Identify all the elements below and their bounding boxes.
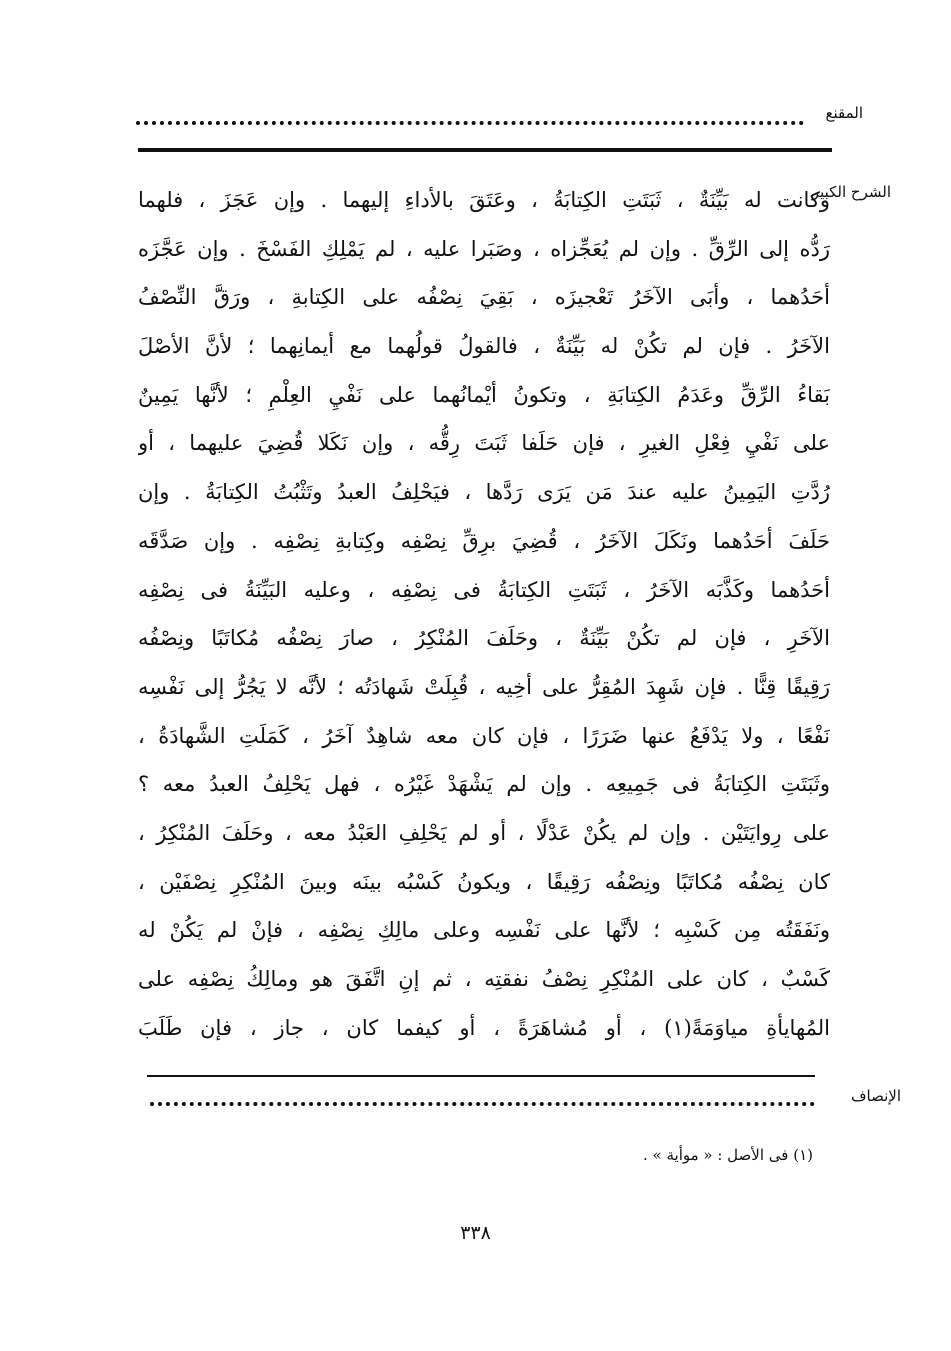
text-line: أحَدُهما ، وأبَى الآخَرُ تَعْجيزَه ، بَقِيَ نِصْفُه على الكِتابةِ ، ورَقَّ النِّصْفُ bbox=[138, 285, 830, 310]
text-line: ونَفَقَتُه مِن كَسْبِه ؛ لأنَّها على نَفْسِه وعلى مالِكِ نِصْفِه ، فإنْ لم يَكُنْ له bbox=[138, 918, 830, 943]
text-line: رُدَّتِ اليَمِينُ عليه عندَ مَن يَرَى رَدَّها ، فيَحْلِفُ العبدُ وتَثْبُتُ الكِتابَةُ . وإن bbox=[138, 480, 830, 505]
page-number: ٣٣٨ bbox=[460, 1222, 491, 1244]
text-line: كَسْبٌ ، كان على المُنْكِرِ نِصْفُ نفقتِه ، ثم إنِ اتَّفَقَ هو ومالِكُ نِصْفِه على bbox=[138, 967, 830, 991]
text-line: رَقِيقًا قِنًّا . فإن شَهِدَ المُقِرُّ على أخِيه ، قُبِلَتْ شَهادَتُه ؛ لأنَّه لا يَجُرُّ إلى نَفْسِه bbox=[138, 674, 830, 699]
text-line: حَلَفَ أحَدُهما ونَكَلَ الآخَرُ ، قُضِيَ برِقِّ نِصْفِه وكِتابةِ نِصْفِه . وإن صَدَّقَه bbox=[138, 528, 830, 553]
text-line: بَقاءُ الرِّقِّ وعَدَمُ الكِتابَةِ ، وتكونُ أيْمانُهما على نَفْيِ العِلْمِ ؛ لأنَّها يَمِينٌ bbox=[138, 382, 830, 407]
text-line: وثَبَتَتِ الكِتابَةُ فى جَمِيعِه . وإن لم يَشْهَدْ غَيْرُه ، فهل يَحْلِفُ العبدُ معه ؟ bbox=[138, 772, 830, 797]
text-line: على نَفْيِ فِعْلِ الغيرِ ، فإن حَلَفا ثَبَتَ رِقُّه ، وإن نَكَلا قُضِيَ عليهما ، أو bbox=[138, 431, 830, 456]
footnote: (١) فى الأصل : « موأية » . bbox=[643, 1146, 813, 1164]
top-divider bbox=[138, 148, 832, 152]
text-line: على رِوايَتَيْن . وإن لم يكُنْ عَدْلًا ، أو لم يَحْلِفِ العَبْدُ معه ، وحَلَفَ المُنْكِرُ ، bbox=[138, 820, 830, 845]
insaf-dotted-placeholder bbox=[150, 1102, 815, 1106]
text-line: وكانت له بَيِّنَةٌ ، ثَبَتَتِ الكِتابَةُ ، وعَتَقَ بالأداءِ إليهما . وإن عَجَزَ ، فلهما bbox=[138, 188, 830, 212]
matn-dotted-placeholder bbox=[136, 121, 804, 125]
header-book-label: المقنع bbox=[825, 104, 863, 122]
text-line: الآخَرِ ، فإن لم تكُنْ بَيِّنَةٌ ، وحَلَفَ المُنْكِرُ ، صارَ نِصْفُه مُكاتَبًا ونِصْفُه bbox=[138, 626, 830, 651]
sharh-text-block bbox=[138, 176, 830, 1052]
text-line: المُهايأةِ مياوَمَةً(١) ، أو مُشاهَرَةً ، أو كيفما كان ، جاز ، فإن طَلَبَ bbox=[138, 1015, 830, 1040]
text-line: أحَدُهما وكَذَّبَه الآخَرُ ، ثَبَتَتِ الكِتابَةُ فى نِصْفِه ، وعليه البَيِّنَةُ فى نِصْفِه bbox=[138, 577, 830, 602]
text-line: رَدُّه إلى الرِّقِّ . وإن لم يُعَجِّزاه ، وصَبَرا عليه ، لم يَمْلِكِ الفَسْخَ . وإن عَجَّزَه bbox=[138, 236, 830, 261]
text-line: الآخَرُ . فإن لم تكُنْ له بَيِّنَةٌ ، فالقولُ قولُهما مع أيمانِهما ؛ لأنَّ الأصْلَ bbox=[138, 334, 830, 359]
text-line: كان نِصْفُه مُكاتَبًا ونِصْفُه رَقِيقًا ، ويكونُ كَسْبُه بينَه وبينَ المُنْكِرِ نِصْفَيْن ، bbox=[138, 869, 830, 894]
insaf-margin-label: الإنصاف bbox=[850, 1087, 901, 1105]
sharh-margin-label: الشرح الكبير bbox=[811, 183, 891, 201]
text-line: نَفْعًا ، ولا يَدْفَعُ عنها ضَرَرًا ، فإن كان معه شاهِدٌ آخَرُ ، كَمَلَتِ الشَّهادَةُ ، bbox=[138, 723, 830, 748]
bottom-divider bbox=[147, 1075, 815, 1077]
